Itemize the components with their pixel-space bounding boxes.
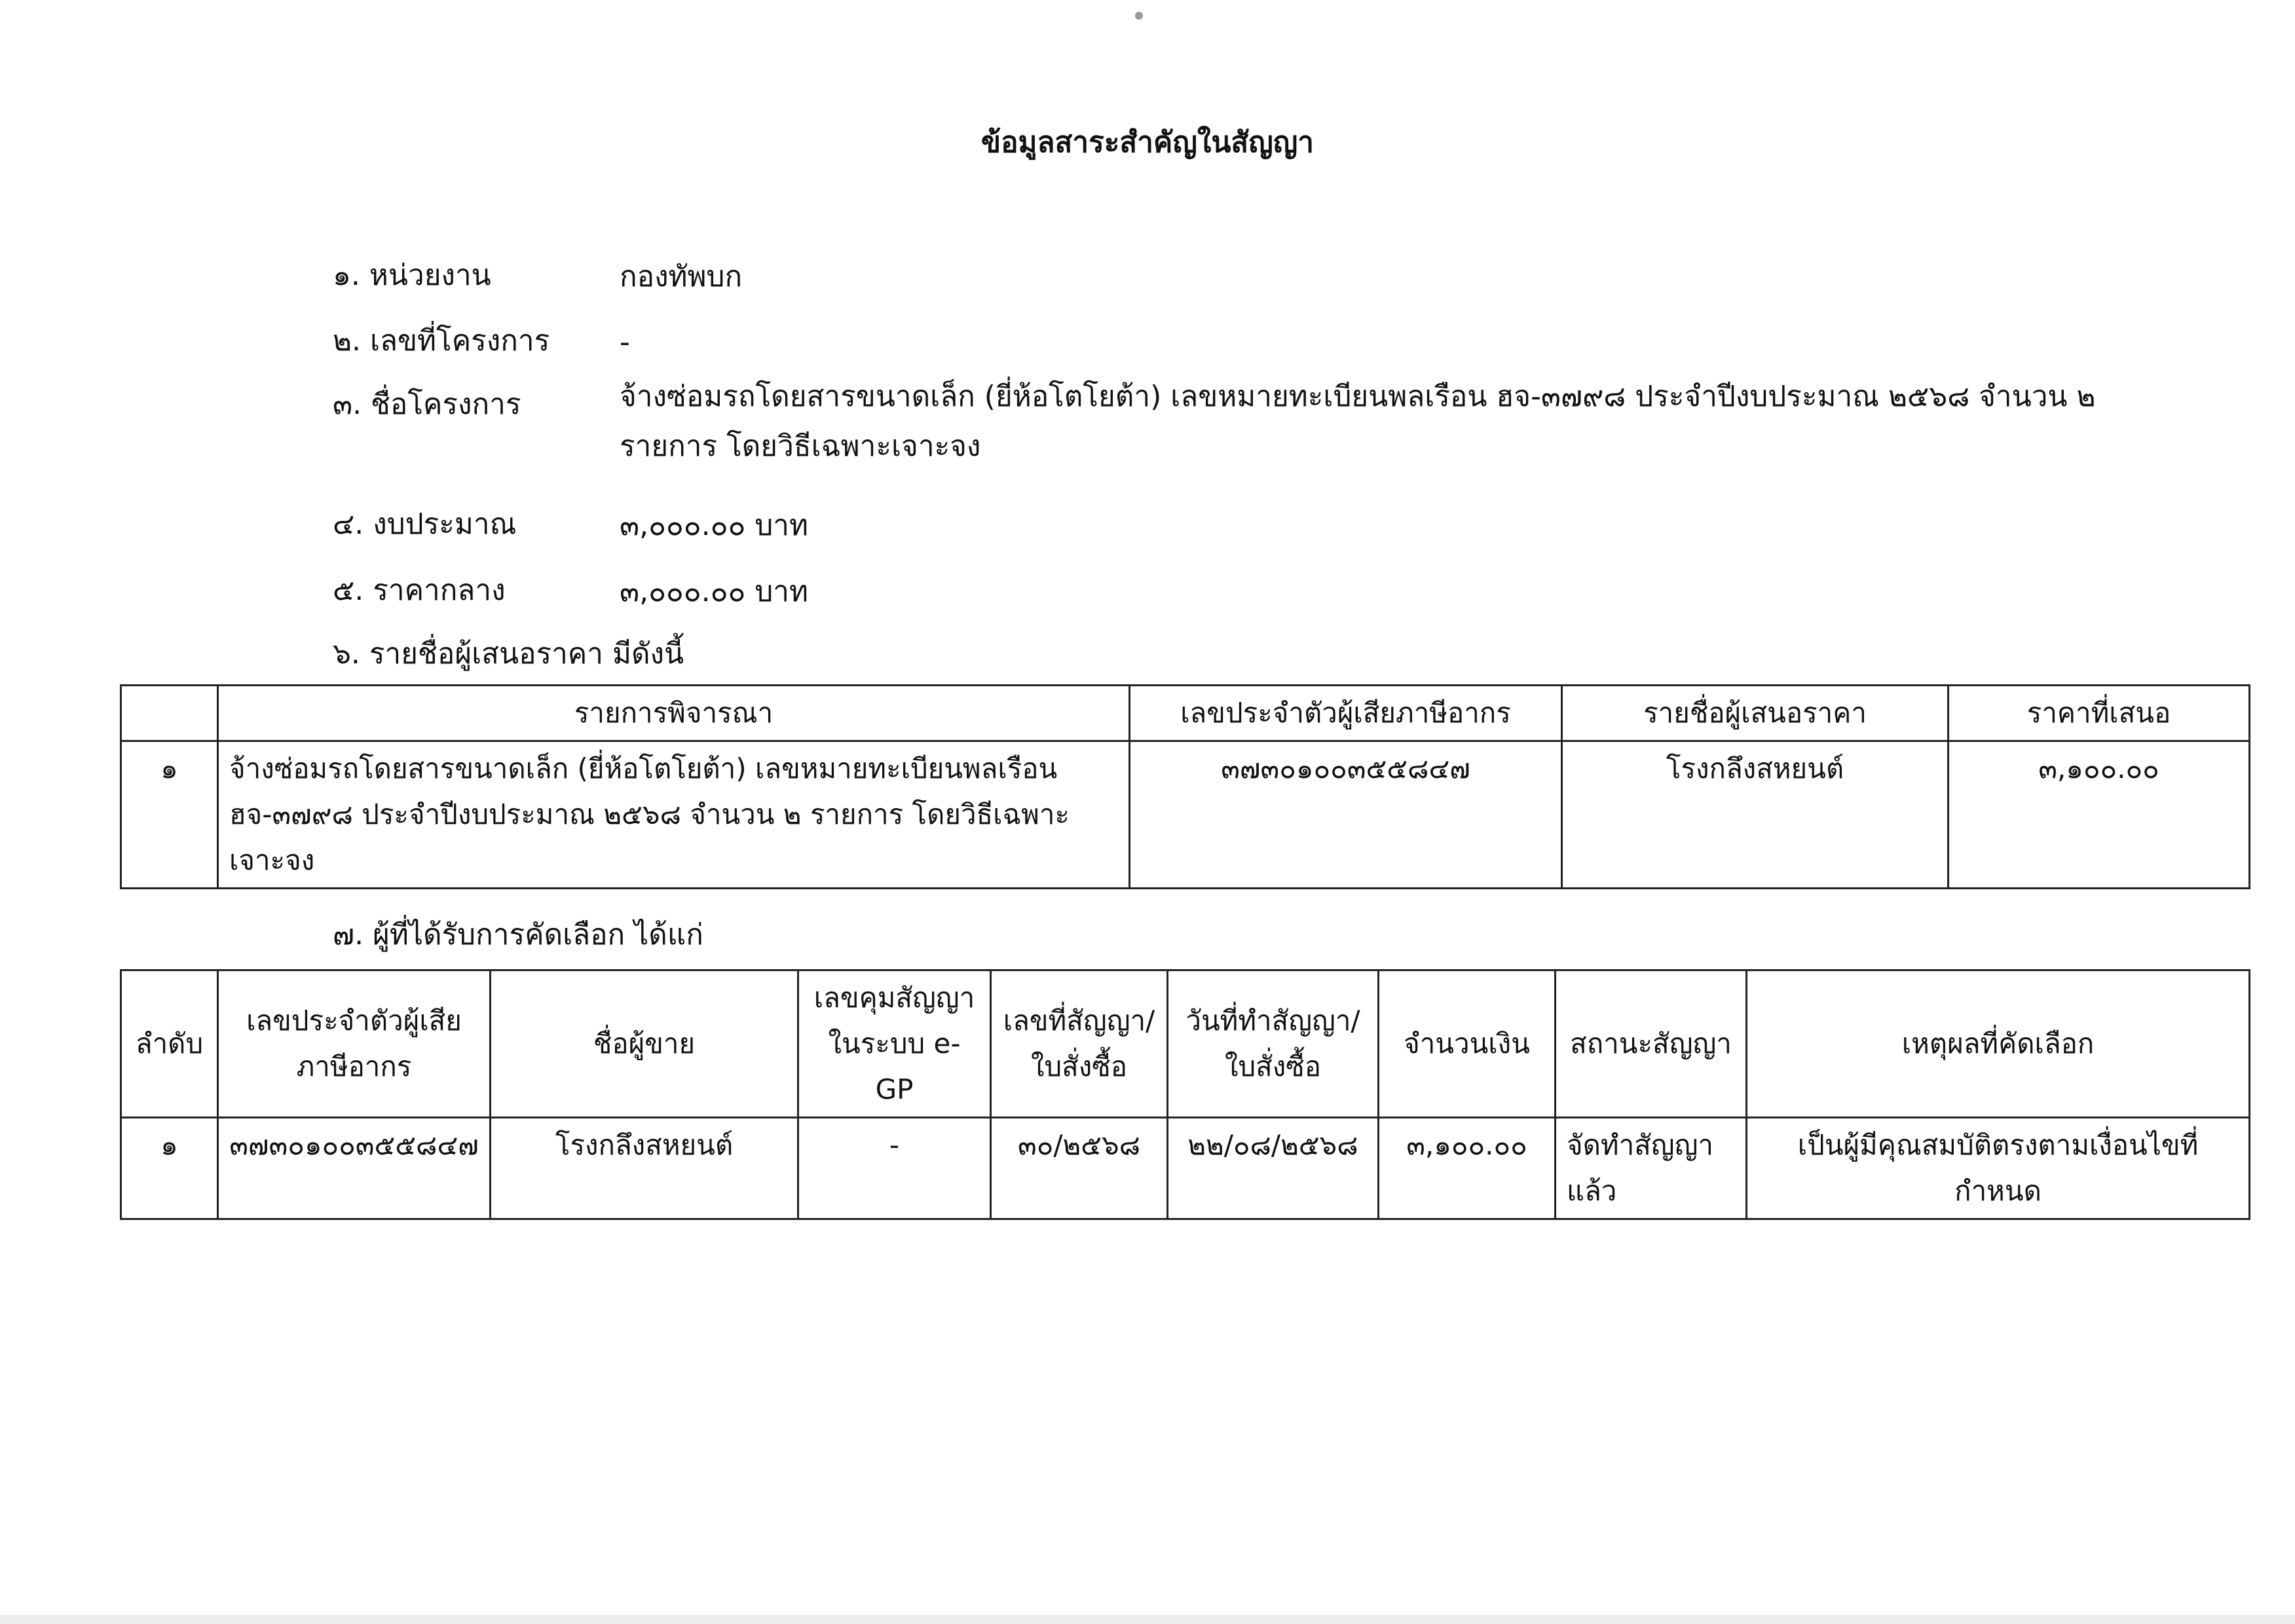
table-header: รายการพิจารณา [218,686,1130,741]
section-7-heading: ๗. ผู้ที่ได้รับการคัดเลือก ได้แก่ [333,918,703,951]
field-value: กองทัพบก [620,260,743,293]
bidders-table [120,684,2250,889]
table-header: วันที่ทำสัญญา/ใบสั่งซื้อ [1168,970,1379,1118]
field-label: ๔. งบประมาณ [333,507,517,541]
table-cell: เป็นผู้มีคุณสมบัติตรงตามเงื่อนไขที่กำหนด [1747,1118,2250,1219]
section-6-heading: ๖. รายชื่อผู้เสนอราคา มีดังนี้ [333,637,684,671]
field-value: - [620,325,630,359]
table-cell: ๑ [121,741,218,889]
field-value: ๓,๐๐๐.๐๐ บาท [620,509,808,542]
field-label: ๓. ชื่อโครงการ [333,388,521,421]
table-header [121,686,218,741]
table-cell: ๓๗๓๐๑๐๐๓๕๕๘๔๗ [218,1118,491,1219]
table-header-row [121,970,2250,1118]
field-value: ๓,๐๐๐.๐๐ บาท [620,575,808,608]
table-header: เลขที่สัญญา/ใบสั่งซื้อ [991,970,1168,1118]
scan-bottom-edge [0,1615,2295,1624]
table-header-row [121,686,2250,741]
field-label: ๒. เลขที่โครงการ [333,324,550,358]
table-cell: ๓,๑๐๐.๐๐ [1379,1118,1556,1219]
selected-vendor-table [120,969,2250,1220]
table-header: เลขประจำตัวผู้เสียภาษีอากร [1130,686,1562,741]
table-header: เลขประจำตัวผู้เสียภาษีอากร [218,970,491,1118]
table-cell: ๓๐/๒๕๖๘ [991,1118,1168,1219]
table-cell: ๒๒/๐๘/๒๕๖๘ [1168,1118,1379,1219]
table-cell: จัดทำสัญญาแล้ว [1556,1118,1747,1219]
table-header: สถานะสัญญา [1556,970,1747,1118]
table-header: ชื่อผู้ขาย [491,970,798,1118]
table-header: ลำดับ [121,970,218,1118]
table-header: ราคาที่เสนอ [1949,686,2250,741]
scan-mark [1135,12,1143,20]
document-title: ข้อมูลสาระสำคัญในสัญญา [981,126,1314,159]
table-cell: ๑ [121,1118,218,1219]
table-cell: - [798,1118,991,1219]
table-header: รายชื่อผู้เสนอราคา [1562,686,1949,741]
table-cell: โรงกลึงสหยนต์ [491,1118,798,1219]
table-header: เหตุผลที่คัดเลือก [1747,970,2250,1118]
table-cell: โรงกลึงสหยนต์ [1562,741,1949,889]
field-value: จ้างซ่อมรถโดยสารขนาดเล็ก (ยี่ห้อโตโยต้า) เลขหมายทะเบียนพลเรือน ฮจ-๓๗๙๘ ประจำปีงบประมาณ ๒๕๖๘ จำนวน ๒ รายการ โดยวิธีเฉพาะเจาะจง [620,380,2096,463]
table-row [121,741,2250,889]
table-row [121,1118,2250,1219]
table-cell: ๓,๑๐๐.๐๐ [1949,741,2250,889]
field-label: ๑. หน่วยงาน [333,259,491,292]
table-header: เลขคุมสัญญาในระบบ e-GP [798,970,991,1118]
table-header: จำนวนเงิน [1379,970,1556,1118]
table-cell: ๓๗๓๐๑๐๐๓๕๕๘๔๗ [1130,741,1562,889]
table-cell: จ้างซ่อมรถโดยสารขนาดเล็ก (ยี่ห้อโตโยต้า) เลขหมายทะเบียนพลเรือน ฮจ-๓๗๙๘ ประจำปีงบประมาณ ๒๕๖๘ จำนวน ๒ รายการ โดยวิธีเฉพาะเจาะจง [218,741,1130,889]
field-label: ๕. ราคากลาง [333,574,506,607]
